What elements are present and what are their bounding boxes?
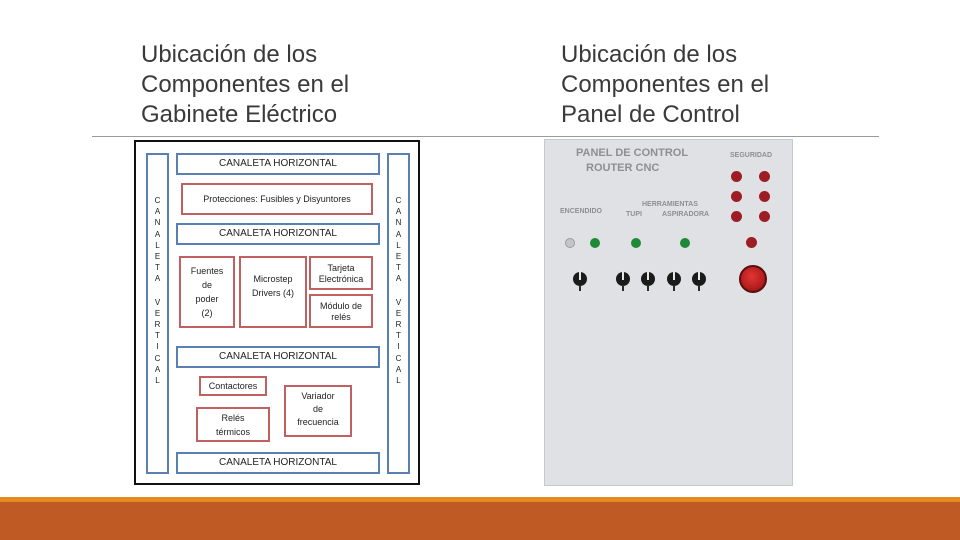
horizontal-channel-third	[176, 346, 380, 368]
microstep-label: Drivers (4)	[252, 288, 294, 298]
power-supplies-label: poder	[195, 294, 219, 304]
selector-switch-stem	[673, 285, 675, 291]
vertical-channel-letter: L	[396, 240, 401, 250]
safety-indicator-light	[759, 211, 770, 222]
vertical-channel-right	[387, 153, 410, 474]
vertical-channel-letter: A	[154, 229, 161, 239]
emergency-indicator-light	[746, 237, 757, 248]
right-heading	[561, 40, 861, 130]
thermal-relays-box	[196, 407, 270, 442]
frequency-drive-label: frecuencia	[297, 417, 339, 427]
vertical-channel-letter: V	[395, 297, 402, 307]
right-heading-line: Panel de Control	[561, 101, 740, 128]
horizontal-channel-label: CANALETA HORIZONTAL	[219, 457, 337, 468]
safety-indicator-light	[759, 191, 770, 202]
microstep-drivers-box	[239, 256, 307, 328]
horizontal-channel-label: CANALETA HORIZONTAL	[219, 351, 337, 362]
safety-indicator-light	[759, 171, 770, 182]
vertical-channel-letter: C	[154, 196, 161, 205]
vertical-channel-letter: T	[155, 331, 160, 341]
selector-switch-knob	[573, 272, 587, 286]
power-indicator-light	[565, 238, 575, 248]
vacuum-label: ASPIRADORA	[662, 211, 710, 218]
vertical-channel-letter: V	[154, 297, 161, 307]
horizontal-channel-label: CANALETA HORIZONTAL	[219, 158, 337, 169]
selector-switch-knob	[641, 272, 655, 286]
microstep-label: Microstep	[253, 274, 293, 284]
vertical-channel-letter: C	[395, 196, 402, 205]
security-label: SEGURIDAD	[730, 152, 773, 159]
vertical-channel-letter: T	[396, 331, 401, 341]
frequency-drive-box	[284, 385, 352, 437]
safety-indicator-light	[731, 171, 742, 182]
vacuum-indicator-light	[680, 238, 690, 248]
left-heading-line: Ubicación de los	[141, 41, 318, 68]
vertical-channel-letter: E	[395, 252, 402, 262]
panel-title: PANEL DE CONTROL	[576, 147, 689, 159]
vertical-channel-letter: R	[154, 320, 161, 330]
right-heading-line: Componentes en el	[561, 71, 770, 98]
relay-module-label: relés	[331, 312, 351, 322]
vertical-channel-letter: L	[155, 240, 160, 250]
selector-switch-knob	[692, 272, 706, 286]
vertical-channel-letter: N	[395, 218, 402, 228]
vertical-channel-letter: C	[395, 353, 402, 363]
vertical-channel-letter: A	[154, 364, 161, 374]
thermal-relays-label: térmicos	[215, 427, 250, 437]
horizontal-channel-top	[176, 153, 380, 175]
vertical-channel-letter: E	[395, 308, 402, 318]
left-heading-line: Componentes en el	[141, 71, 350, 98]
power-on-indicator-light	[590, 238, 600, 248]
vertical-channel-letter: I	[156, 342, 159, 352]
vertical-channel-letter: L	[396, 376, 401, 386]
vertical-channel-letter: N	[154, 218, 161, 228]
vertical-channel-letter: E	[154, 308, 161, 318]
vertical-channel-letter: A	[395, 229, 402, 239]
electronic-card-box	[309, 256, 373, 290]
vertical-channel-letter: I	[397, 342, 400, 352]
tupi-label: TUPI	[626, 211, 642, 218]
relay-module-label: Módulo de	[319, 301, 363, 311]
safety-indicator-light	[731, 191, 742, 202]
selector-switch-stem	[647, 285, 649, 291]
divider-line	[92, 136, 879, 137]
vertical-channel-letter: C	[154, 353, 161, 363]
power-supplies-label: de	[201, 280, 212, 290]
thermal-relays-label: Relés	[221, 413, 245, 423]
power-supplies-label: Fuentes	[190, 266, 224, 276]
vertical-channel-letter: T	[396, 263, 401, 273]
horizontal-channel-second	[176, 223, 380, 245]
left-heading	[141, 40, 441, 130]
power-on-label: ENCENDIDO	[560, 208, 603, 215]
vertical-channel-letter: A	[154, 274, 161, 284]
protections-box	[181, 183, 373, 215]
vertical-channel-letter: A	[395, 207, 402, 217]
right-heading-line: Ubicación de los	[561, 41, 738, 68]
left-heading-line: Gabinete Eléctrico	[141, 101, 338, 128]
protections-label: Protecciones: Fusibles y Disyuntores	[203, 193, 351, 204]
electronic-card-label: Tarjeta	[327, 263, 355, 273]
tupi-indicator-light	[631, 238, 641, 248]
footer-bar	[0, 502, 960, 540]
power-supplies-label: (2)	[201, 308, 213, 318]
control-panel-photo	[544, 139, 793, 486]
selector-switch-stem	[622, 285, 624, 291]
contactors-label: Contactores	[208, 381, 258, 391]
selector-switch-knob	[616, 272, 630, 286]
vertical-channel-letter: A	[395, 364, 402, 374]
safety-indicator-light	[731, 211, 742, 222]
vertical-channel-left	[146, 153, 169, 474]
emergency-stop-button	[739, 265, 767, 293]
contactors-box	[199, 376, 267, 396]
vertical-channel-letter: E	[154, 252, 161, 262]
selector-switch-stem	[579, 285, 581, 291]
frequency-drive-label: Variador	[301, 391, 335, 401]
horizontal-channel-bottom	[176, 452, 380, 474]
vertical-channel-letter: R	[395, 320, 402, 330]
panel-subtitle: ROUTER CNC	[586, 162, 660, 174]
tools-label: HERRAMIENTAS	[642, 201, 698, 208]
selector-switch-stem	[698, 285, 700, 291]
electrical-cabinet-diagram	[134, 140, 420, 485]
vertical-channel-letter: A	[395, 274, 402, 284]
frequency-drive-label: de	[312, 404, 323, 414]
selector-switch-knob	[667, 272, 681, 286]
relay-module-box	[309, 294, 373, 328]
vertical-channel-letter: A	[154, 207, 161, 217]
electronic-card-label: Electrónica	[318, 274, 364, 284]
horizontal-channel-label: CANALETA HORIZONTAL	[219, 228, 337, 239]
vertical-channel-letter: T	[155, 263, 160, 273]
power-supplies-box	[179, 256, 235, 328]
vertical-channel-letter: L	[155, 376, 160, 386]
